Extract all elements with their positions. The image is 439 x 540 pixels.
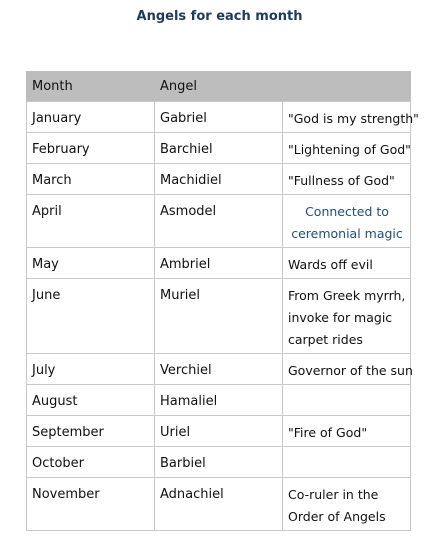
month-cell: October [27,447,155,478]
month-cell: June [27,279,155,354]
note-cell: Governor of the sun [283,354,411,385]
table-row [27,164,411,195]
table-row [27,102,411,133]
angel-cell: Machidiel [155,164,283,195]
column-header-note [283,71,411,102]
month-cell: April [27,195,155,248]
page-title: Angels for each month [136,9,303,24]
note-cell: Wards off evil [283,248,411,279]
column-header-month: Month [27,71,155,102]
note-cell [283,385,411,416]
month-cell: January [27,102,155,133]
angel-cell: Asmodel [155,195,283,248]
table-row [27,279,411,354]
note-cell [283,447,411,478]
table-row [27,447,411,478]
month-cell: September [27,416,155,447]
note-cell: From Greek myrrh, invoke for magic carpet rides [283,279,411,354]
note-cell: "Lightening of God" [283,133,411,164]
table-row [27,478,411,531]
note-cell: "God is my strength" [283,102,411,133]
table-row [27,416,411,447]
angel-cell: Verchiel [155,354,283,385]
angel-cell: Barchiel [155,133,283,164]
angels-table [26,71,419,531]
month-cell: November [27,478,155,531]
table-row [27,385,411,416]
angel-cell: Gabriel [155,102,283,133]
note-cell: Co-ruler in the Order of Angels [283,478,411,531]
table-row [27,354,411,385]
note-cell: "Fire of God" [283,416,411,447]
month-cell: May [27,248,155,279]
month-cell: February [27,133,155,164]
month-cell: July [27,354,155,385]
angel-cell: Barbiel [155,447,283,478]
month-cell: August [27,385,155,416]
angel-cell: Muriel [155,279,283,354]
angel-cell: Ambriel [155,248,283,279]
note-cell: Connected to ceremonial magic [283,195,411,248]
angel-cell: Hamaliel [155,385,283,416]
table-row [27,248,411,279]
table-header-row [27,71,411,102]
table-row [27,195,411,248]
angel-cell: Adnachiel [155,478,283,531]
angel-cell: Uriel [155,416,283,447]
note-cell: "Fullness of God" [283,164,411,195]
month-cell: March [27,164,155,195]
column-header-angel: Angel [155,71,283,102]
table-row [27,133,411,164]
